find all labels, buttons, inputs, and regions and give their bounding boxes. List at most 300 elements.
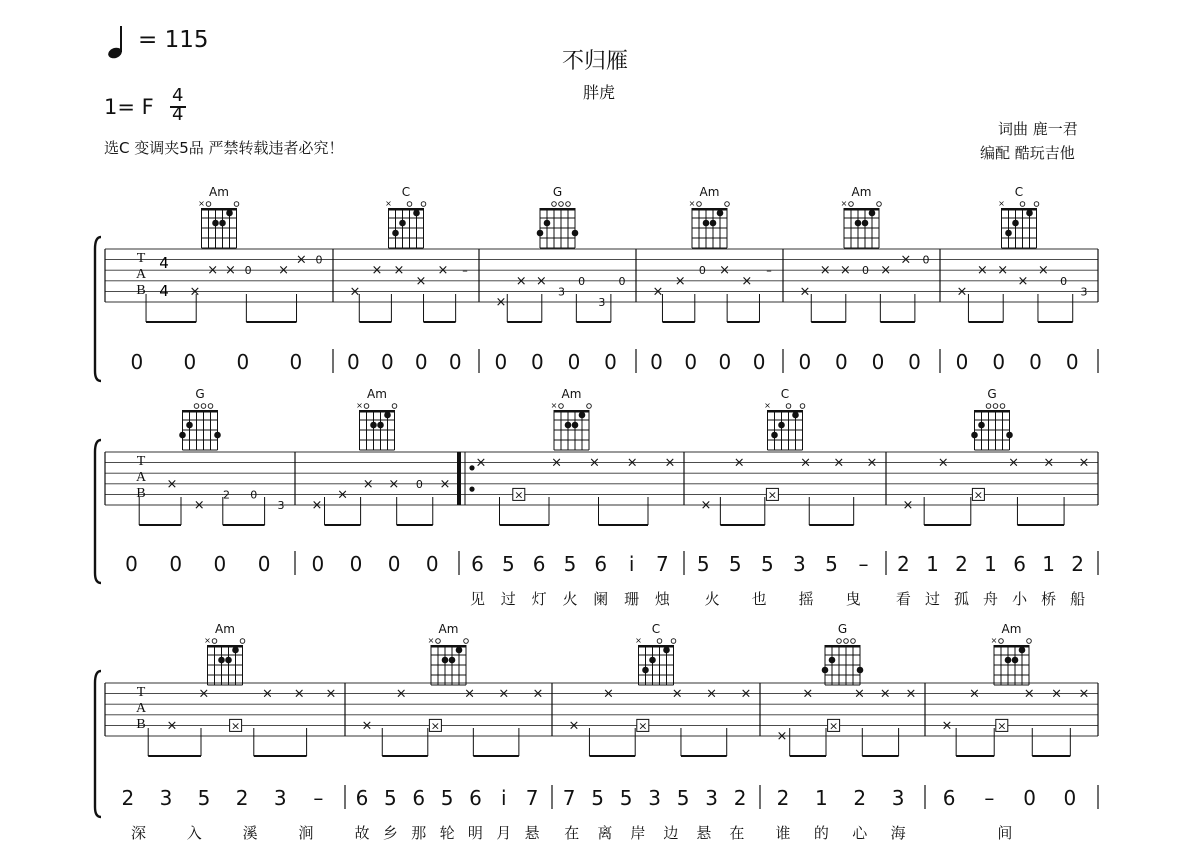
chord-finger-dot [1006,432,1013,439]
numbered-note: 2 [235,786,249,810]
lyric-char: 过 [924,590,940,608]
chord-name: Am [851,185,872,199]
chord-finger-dot [413,210,420,217]
chord-name: G [837,622,848,636]
numbered-note: i [501,786,507,810]
numbered-note: 0 [718,350,732,374]
tab-fret-number: 0 [1060,274,1068,288]
artist: 胖虎 [583,83,616,102]
chord-muted-mark: × [385,199,392,208]
lyric-char: 摇 [798,590,814,608]
tab-clef-letter: T [136,251,146,266]
tab-mute-note: × [879,686,891,702]
chord-finger-dot [971,432,978,439]
chord-finger-dot [179,432,186,439]
tab-mute-note: × [968,686,980,702]
tab-mute-note: × [941,718,953,734]
tab-clef-letter: T [136,685,146,700]
tab-mute-note: × [295,252,307,268]
lyric-char: 灯 [531,590,547,608]
chord-name: G [987,387,997,401]
time-signature-bottom: 4 [172,104,184,125]
chord-nut [825,645,860,648]
chord-finger-dot [384,412,391,419]
chord-open-mark [587,404,592,409]
lyric-char: 谁 [775,824,791,842]
lyric-char: 心 [852,824,868,842]
chord-muted-mark: × [688,199,696,208]
numbered-note: 0 [650,350,663,374]
tab-fret-number: – [462,264,468,278]
numbered-note: 0 [1065,350,1079,374]
lyric-char: 月 [496,824,512,842]
tab-mute-note: × [902,498,914,513]
chord-open-mark [837,639,842,644]
numbered-note: 0 [349,552,363,576]
tab-mute-note: × [193,498,205,513]
chord-finger-dot [572,422,579,429]
tempo: = 115 [138,27,209,53]
chord-open-mark [1000,404,1005,409]
lyric-char: 悬 [696,824,712,842]
chord-name: C [651,622,661,636]
tab-mute-note: × [361,718,373,734]
chord-open-mark [877,202,882,207]
tab-box-note-x: × [767,488,778,502]
tab-clef-letter: A [135,470,147,485]
numbered-note: 0 [236,350,250,374]
numbered-note: 0 [604,350,617,374]
numbered-note: 3 [891,786,905,810]
numbered-note: 5 [619,786,633,810]
chord-nut [540,208,575,211]
system-brace [95,237,101,381]
chord-open-mark [201,404,206,409]
numbered-note: 5 [825,552,838,576]
lyric-char: 离 [597,824,613,842]
chord-open-mark [364,404,369,409]
chord-open-mark [725,202,730,207]
tab-mute-note: × [740,686,752,702]
lyric-char: 的 [813,824,829,842]
numbered-note: 0 [871,350,885,374]
tab-mute-note: × [802,686,814,702]
chord-open-mark [849,202,854,207]
tab-fret-number: 3 [1080,285,1088,299]
chord-finger-dot [219,220,226,227]
chord-open-mark [786,404,791,409]
chord-name: Am [561,387,582,401]
tab-mute-note: × [325,686,337,702]
lyric-char: 阑 [593,590,609,608]
chord-nut [692,208,727,211]
chord-nut [431,645,466,648]
chord-open-mark [552,202,557,207]
chord-finger-dot [1012,657,1019,664]
tab-mute-note: × [464,686,476,702]
tab-mute-note: × [602,686,614,702]
numbered-note: 6 [412,786,426,810]
capo-note: 选C 变调夹5品 严禁转载违者必究！ [104,139,344,157]
tab-fret-number: 0 [315,253,323,267]
chord-open-mark [436,639,441,644]
chord-finger-dot [218,657,225,664]
chord-finger-dot [792,412,799,419]
tab-mute-note: × [166,476,178,492]
numbered-note: 3 [793,552,806,576]
tab-mute-note: × [388,476,400,492]
chord-finger-dot [449,657,456,664]
lyric-char: 岸 [630,824,646,842]
tab-mute-note: × [337,487,349,503]
numbered-note: 0 [387,552,401,576]
chord-open-mark [206,202,211,207]
lyric-char: 悬 [524,824,540,842]
chord-open-mark [697,202,702,207]
tab-mute-note: × [937,455,949,471]
chord-nut [639,645,674,648]
numbered-note: 5 [696,552,710,576]
chord-open-mark [559,404,564,409]
tab-mute-note: × [166,718,178,734]
numbered-note: 0 [169,552,183,576]
chord-open-mark [844,639,849,644]
lyric-char: 看 [895,590,911,608]
tab-mute-note: × [224,263,236,279]
tab-mute-note: × [1051,686,1063,702]
chord-nut [183,410,218,413]
tab-box-note-x: × [514,488,524,502]
chord-finger-dot [565,422,572,429]
numbered-note: 1 [815,786,828,810]
chord-finger-dot [212,220,219,227]
lyric-char: 边 [663,824,679,842]
numbered-note: 0 [448,350,462,374]
chord-open-mark [1027,639,1032,644]
numbered-note: 0 [125,552,138,576]
chord-nut [202,208,237,211]
tab-mute-note: × [719,263,731,279]
numbered-note: 5 [760,552,774,576]
numbered-note: 5 [676,786,690,810]
tab-mute-note: × [799,284,811,300]
tab-mute-note: × [515,273,527,289]
chord-finger-dot [857,667,864,674]
tab-clef-letter: B [136,283,146,298]
chord-nut [554,410,589,413]
chord-finger-dot [377,422,384,429]
lyric-char: 小 [1012,590,1028,608]
numbered-note: 2 [121,786,135,810]
lyric-char: 乡 [382,824,398,842]
chord-open-mark [559,202,564,207]
chord-finger-dot [1005,657,1012,664]
credits-lyrics-music: 词曲 鹿一君 [998,120,1078,138]
chord-finger-dot [978,422,985,429]
numbered-note: 3 [648,786,661,810]
chord-nut [975,410,1010,413]
tab-clef-letter: B [136,486,146,501]
chord-finger-dot [663,647,670,654]
numbered-note: 0 [798,350,812,374]
numbered-note: i [628,552,635,576]
tab-fret-number: 0 [922,253,930,267]
chord-finger-dot [829,657,836,664]
chord-finger-dot [869,210,876,217]
chord-finger-dot [710,220,717,227]
tab-box-note-x: × [430,719,441,733]
chord-finger-dot [442,657,449,664]
tab-mute-note: × [1037,263,1049,279]
numbered-note: 6 [471,552,484,576]
tab-mute-note: × [349,284,361,300]
numbered-note: 3 [705,786,718,810]
tab-mute-note: × [278,263,290,279]
tab-mute-note: × [905,686,917,702]
chord-finger-dot [1019,647,1026,654]
chord-name: Am [438,622,459,636]
lyric-char: 见 [469,590,486,608]
chord-finger-dot [778,422,785,429]
chord-nut [208,645,243,648]
tab-mute-note: × [293,686,305,702]
chord-open-mark [208,404,213,409]
tab-mute-note: × [498,686,510,702]
chord-open-mark [464,639,469,644]
chord-open-mark [993,404,998,409]
numbered-note: 0 [311,552,325,576]
chord-finger-dot [579,412,586,419]
chord-muted-mark: × [198,199,205,208]
song-title: 不归雁 [562,49,629,74]
tab-box-note-x: × [997,719,1007,733]
tab-mute-note: × [626,455,638,471]
chord-muted-mark: × [635,636,642,645]
lyric-char: 海 [890,824,906,842]
numbered-note: – [313,786,324,810]
chord-name: Am [699,185,720,199]
chord-open-mark [671,639,676,644]
tab-fret-number: 3 [598,296,606,309]
tab-mute-note: × [207,263,219,279]
chord-finger-dot [1026,210,1033,217]
lyric-char: 孤 [953,590,970,608]
chord-finger-dot [225,657,232,664]
tab-mute-note: × [588,455,600,471]
tab-mute-note: × [664,455,676,471]
numbered-note: 0 [531,350,544,374]
chord-finger-dot [186,422,193,429]
chord-finger-dot [392,230,399,237]
tab-fret-number: 0 [244,264,252,278]
tab-clef-letter: T [136,454,146,469]
numbered-note: 0 [1023,786,1036,810]
tab-mute-note: × [1078,455,1090,471]
tab-mute-note: × [956,284,968,300]
system-brace [95,671,101,817]
tab-mute-note: × [671,686,683,702]
numbered-note: 0 [1063,786,1077,810]
tab-mute-note: × [1078,686,1090,702]
chord-finger-dot [642,667,649,674]
tab-mute-note: × [1017,273,1029,289]
numbered-note: 0 [183,350,197,374]
lyric-char: 入 [186,824,202,842]
tab-mute-note: × [997,263,1009,279]
numbered-note: 0 [1029,350,1042,374]
chord-finger-dot [226,210,233,217]
numbered-note: 2 [776,786,790,810]
tab-mute-note: × [475,455,487,471]
chord-finger-dot [399,220,406,227]
numbered-note: 5 [384,786,397,810]
numbered-note: 0 [213,552,227,576]
tab-clef-letter: A [135,267,147,282]
tab-mute-note: × [395,686,407,702]
numbered-note: 2 [897,552,910,576]
tab-fret-number: 2 [223,488,230,502]
chord-muted-mark: × [356,401,363,410]
numbered-note: 6 [469,786,482,810]
tab-mute-note: × [189,284,201,300]
tab-mute-note: × [733,455,745,471]
numbered-note: 0 [992,350,1006,374]
tab-box-note-x: × [973,488,984,502]
tab-mute-note: × [706,686,718,702]
tab-fret-number: 0 [862,264,869,278]
numbered-note: 5 [501,552,515,576]
chord-open-mark [212,639,217,644]
chord-muted-mark: × [840,199,848,208]
tab-box-note-x: × [828,719,839,733]
numbered-note: 0 [257,552,271,576]
chord-open-mark [800,404,805,409]
chord-nut [1002,208,1037,211]
chord-name: G [195,387,205,401]
tab-mute-note: × [819,263,831,279]
tab-mute-note: × [853,686,865,702]
chord-name: Am [1001,622,1022,636]
tab-mute-note: × [1023,686,1035,702]
numbered-note: 6 [594,552,608,576]
chord-finger-dot [703,220,710,227]
lyric-char: 深 [130,824,146,842]
chord-finger-dot [1005,230,1012,237]
tab-mute-note: × [741,273,753,289]
numbered-note: 0 [414,350,428,374]
lyric-char: 也 [751,590,767,608]
credits-arrangement: 编配 酷玩吉他 [980,144,1075,162]
tab-mute-note: × [439,476,451,492]
chord-finger-dot [232,647,239,654]
numbered-note: 1 [984,552,997,576]
time-signature-top: 4 [172,85,184,106]
tab-clef-letter: A [135,701,147,716]
numbered-note: 3 [159,786,173,810]
numbered-note: 0 [752,350,766,374]
chord-name: C [1014,185,1024,199]
chord-nut [389,208,424,211]
chord-muted-mark: × [990,636,998,645]
numbered-note: 2 [1071,552,1085,576]
chord-nut [844,208,879,211]
lyric-char: 曳 [845,590,861,608]
numbered-note: 7 [525,786,539,810]
lyric-char: 涧 [298,824,314,842]
chord-name: Am [215,622,235,636]
tab-mute-note: × [437,263,449,279]
tab-fret-number: 3 [558,285,565,299]
lyric-char: 船 [1070,590,1086,608]
chord-open-mark [657,639,662,644]
chord-open-mark [392,404,397,409]
numbered-note: 1 [926,552,939,576]
chord-finger-dot [862,220,869,227]
numbered-note: 6 [942,786,956,810]
tab-mute-note: × [371,263,383,279]
numbered-note: 6 [532,552,546,576]
numbered-note: 0 [567,350,581,374]
chord-open-mark [407,202,412,207]
chord-finger-dot [537,230,544,237]
numbered-note: 5 [197,786,211,810]
system-brace [95,440,101,583]
tab-mute-note: × [976,263,988,279]
chord-nut [994,645,1029,648]
tab-mute-note: × [495,295,507,310]
chord-open-mark [566,202,571,207]
tab-mute-note: × [551,455,563,471]
key-signature: 1= F [104,95,154,119]
numbered-note: 1 [1042,552,1055,576]
numbered-note: 2 [853,786,867,810]
chord-open-mark [851,639,856,644]
chord-finger-dot [544,220,551,227]
lyric-char: 火 [704,590,720,608]
repeat-dot [469,487,474,492]
tab-mute-note: × [776,729,788,744]
lyric-char: 烛 [654,590,670,608]
lyric-char: 在 [729,824,745,842]
chord-open-mark [1034,202,1039,207]
tab-mute-note: × [1008,455,1020,471]
chord-open-mark [240,639,245,644]
tab-mute-note: × [700,498,712,513]
numbered-note: 2 [955,552,968,576]
numbered-note: 0 [130,350,144,374]
tab-mute-note: × [652,284,664,300]
tab-fret-number: – [766,264,772,278]
tab-mute-note: × [839,263,851,279]
chord-finger-dot [649,657,656,664]
chord-nut [768,410,803,413]
chord-open-mark [1020,202,1025,207]
chord-finger-dot [855,220,862,227]
tab-mute-note: × [362,476,374,492]
tab-mute-note: × [311,498,323,513]
numbered-note: 0 [908,350,921,374]
lyric-char: 舟 [983,590,999,608]
numbered-note: 2 [733,786,747,810]
chord-finger-dot [822,667,829,674]
tab-mute-note: × [800,455,812,471]
chord-muted-mark: × [998,199,1005,208]
tab-mute-note: × [535,273,547,289]
chord-nut [360,410,395,413]
tab-mute-note: × [833,455,845,471]
lyric-char: 过 [500,590,516,608]
lyric-char: 在 [564,824,580,842]
